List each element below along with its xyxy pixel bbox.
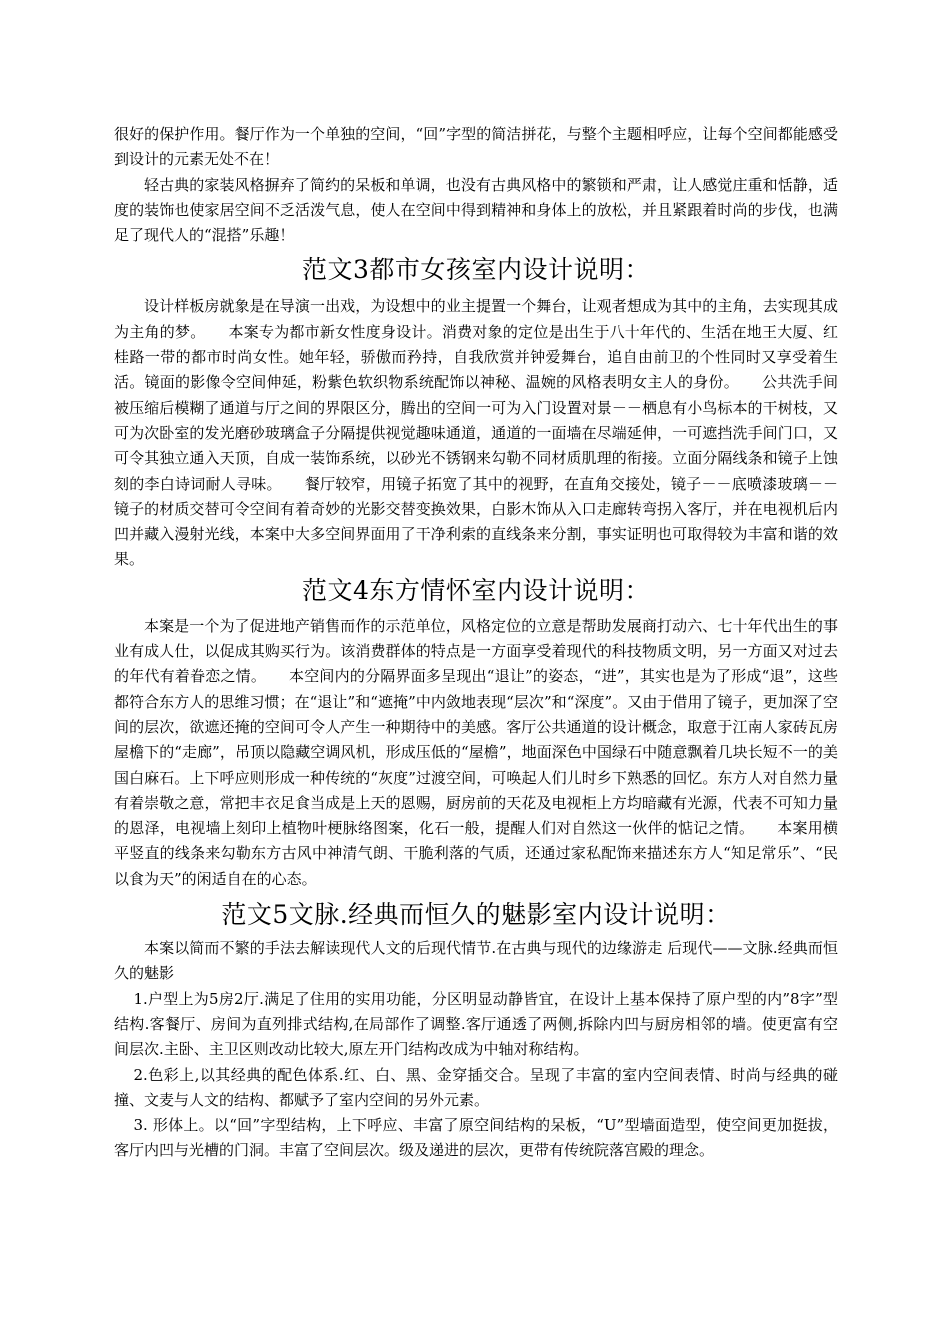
section-5-item-2: 2.色彩上,以其经典的配色体系.红、白、黑、金穿插交合。呈现了丰富的室内空间表情、时尚与经典的碰撞、文麦与人文的结构、都赋予了室内空间的另外元素。 — [114, 1065, 838, 1109]
section-5-item-1: 1.户型上为5房2厅.满足了住用的实用功能，分区明显动静皆宜，在设计上基本保持了原户型的内”8字”型结构.客餐厅、房间为直列排式结构,在局部作了调整.客厅通透了两侧,拆除内凹与厨房相邻的墙。使更富有空间层次.主卧、主卫区则改动比较大,原左开门结构改成为中轴对称结构。 — [114, 989, 838, 1059]
section-5-intro: 本案以简而不繁的手法去解读现代人文的后现代情节.在古典与现代的边缘游走 后现代——文脉.经典而恒久的魅影 — [114, 939, 838, 983]
section-5-item-3: 3. 形体上。以“回”字型结构，上下呼应、丰富了原空间结构的呆板，“U”型墙面造型，使空间更加挺拔，客厅内凹与光槽的门洞。丰富了空间层次。级及递进的层次，更带有传统院落宫殿的理念。 — [114, 1116, 838, 1160]
section-4-body: 本案是一个为了促进地产销售而作的示范单位，风格定位的立意是帮助发展商打动六、七十年代出生的事业有成人仕，以促成其购买行为。该消费群体的特点是一方面享受着现代的科技物质文明，另一方面又对过去的年代有着眷恋之情。 本空间内的分隔界面多呈现出“退让”的姿态，“进”，其实也是为了形成“退”，这些都符合东方人的思维习惯；在“退让”和“遮掩”中内敛地表现“层次”和“深度”。又由于借用了镜子，更加深了空间的层次，欲遮还掩的空间可令人产生一种期待中的美感。客厅公共通道的设计概念，取意于江南人家砖瓦房屋檐下的“走廊”，吊顶以隐藏空调风机，形成压低的“屋檐”，地面深色中国绿石中随意飘着几块长短不一的美国白麻石。上下呼应则形成一种传统的“灰度”过渡空间，可唤起人们儿时乡下熟悉的回忆。东方人对自然力量有着崇敬之意，常把丰衣足食当成是上天的恩赐，厨房前的天花及电视柜上方均暗藏有光源，代表不可知力量的恩泽，电视墙上刻印上植物叶梗脉络图案，化石一般，提醒人们对自然这一伙伴的惦记之情。 本案用横平竖直的线条来勾勒东方古风中神清气朗、干脆利落的气质，还通过家私配饰来描述东方人“知足常乐”、“民以食为天”的闲适自在的心态。 — [114, 616, 838, 888]
intro-paragraph-1: 很好的保护作用。餐厅作为一个单独的空间，“回”字型的简洁拼花，与整个主题相呼应，让每个空间都能感受到设计的元素无处不在！ — [114, 125, 838, 169]
intro-paragraph-2: 轻古典的家装风格摒弃了简约的呆板和单调，也没有古典风格中的繁锁和严肃，让人感觉庄重和恬静，适度的装饰也使家居空间不乏活泼气息，使人在空间中得到精神和身体上的放松，并且紧跟着时尚的步伐，也满足了现代人的“混搭”乐趣！ — [114, 175, 838, 245]
section-3-body: 设计样板房就象是在导演一出戏，为设想中的业主提置一个舞台，让观者想成为其中的主角，去实现其成为主角的梦。 本案专为都市新女性度身设计。消费对象的定位是出生于八十年代的、生活在地王大厦、红桂路一带的都市时尚女性。她年轻，骄傲而矜持，自我欣赏并钟爱舞台，追自由前卫的个性同时又享受着生活。镜面的影像令空间伸延，粉紫色软织物系统配饰以神秘、温婉的风格表明女主人的身份。 公共洗手间被压缩后模糊了通道与厅之间的界限区分，腾出的空间一可为入门设置对景－－栖息有小鸟标本的干树枝，又可为次卧室的发光磨砂玻璃盒子分隔提供视觉趣味通道，通道的一面墙在尽端延伸，一可遮挡洗手间门口，又可令其独立通入天顶，自成一装饰系统，以砂光不锈钢来勾勒不同材质肌理的衔接。立面分隔线条和镜子上蚀刻的李白诗词耐人寻味。 餐厅较窄，用镜子拓宽了其中的视野，在直角交接处，镜子－－底喷漆玻璃－－镜子的材质交替可令空间有着奇妙的光影交替变换效果，白影木饰从入口走廊转弯拐入客厅，并在电视机后内凹并藏入漫射光线，本案中大多空间界面用了干净利索的直线条来分割，事实证明也可取得较为丰富和谐的效果。 — [114, 297, 838, 569]
document-page — [114, 122, 838, 1164]
section-5-heading: 范文5文脉.经典而恒久的魅影室内设计说明： — [221, 900, 731, 930]
section-4-heading: 范文4东方情怀室内设计说明： — [302, 575, 650, 605]
section-3-heading: 范文3都市女孩室内设计说明： — [302, 255, 650, 285]
